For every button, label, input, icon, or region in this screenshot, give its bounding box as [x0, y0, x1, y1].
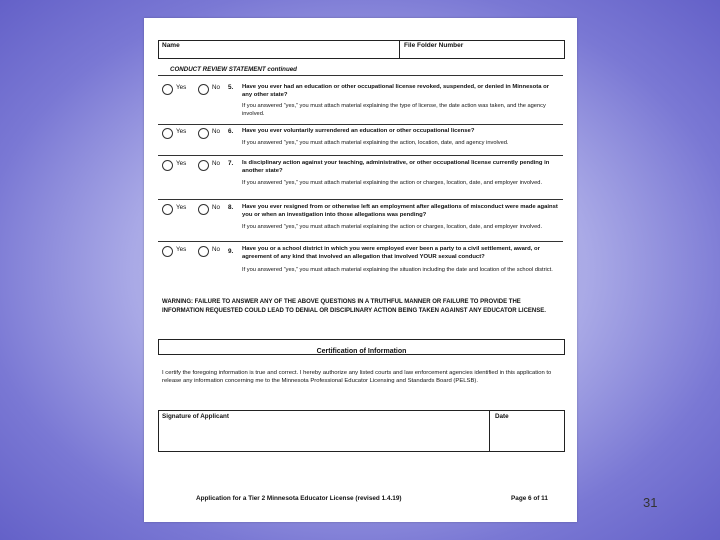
- warning-text: WARNING: FAILURE TO ANSWER ANY OF THE ABOVE QUESTIONS IN A TRUTHFUL MANNER OR FAILURE TO PROVIDE THE INFORMATION REQUESTED COULD LEAD TO DENIAL OR DISCIPLINARY ACTION BEING TAKEN AGAINST ANY EDUCATOR LICENSE.: [162, 299, 546, 314]
- yes-radio[interactable]: [162, 204, 173, 215]
- question-note: If you answered “yes,” you must attach material explaining the action or charges, location, date, and employer involved.: [242, 224, 543, 230]
- question-note: If you answered “yes,” you must attach material explaining the situation including the date and location of the school district.: [242, 267, 553, 273]
- question-divider: [158, 199, 563, 200]
- yes-radio[interactable]: [162, 84, 173, 95]
- header-divider: [399, 41, 400, 58]
- yes-radio[interactable]: [162, 246, 173, 257]
- question-9: [158, 243, 563, 289]
- signature-divider: [489, 411, 490, 451]
- section-title: CONDUCT REVIEW STATEMENT continued: [170, 66, 297, 73]
- no-radio[interactable]: [198, 246, 209, 257]
- no-label: No: [212, 160, 221, 167]
- question-note: If you answered “yes,” you must attach material explaining the action, location, date, and agency involved.: [242, 140, 509, 146]
- question-text: Is disciplinary action against your teaching, administrative, or other occupational license currently pending in another state?: [242, 160, 550, 175]
- signature-box[interactable]: [158, 410, 565, 452]
- question-number: 6.: [228, 128, 234, 135]
- no-radio[interactable]: [198, 160, 209, 171]
- question-divider: [158, 241, 563, 242]
- question-text: Have you ever resigned from or otherwise left an employment after allegations of misconduct were made against you or when an investigation into those allegations was pending?: [242, 204, 558, 219]
- question-number: 7.: [228, 160, 234, 167]
- date-label: Date: [495, 413, 509, 420]
- question-number: 8.: [228, 204, 234, 211]
- question-divider: [158, 155, 563, 156]
- question-8: [158, 201, 563, 241]
- yes-label: Yes: [176, 246, 187, 253]
- footer-page-number: Page 6 of 11: [511, 495, 548, 502]
- file-folder-number-label: File Folder Number: [404, 42, 464, 49]
- question-6: [158, 125, 563, 155]
- no-radio[interactable]: [198, 204, 209, 215]
- no-label: No: [212, 204, 221, 211]
- certification-header: [158, 339, 565, 355]
- question-number: 9.: [228, 248, 234, 255]
- no-radio[interactable]: [198, 84, 209, 95]
- question-note: If you answered “yes,” you must attach material explaining the action or charges, location, date, and employer involved.: [242, 180, 543, 186]
- slide-number: 31: [643, 495, 658, 510]
- no-label: No: [212, 246, 221, 253]
- footer-form-title: Application for a Tier 2 Minnesota Educator License (revised 1.4.19): [196, 495, 402, 502]
- no-radio[interactable]: [198, 128, 209, 139]
- question-number: 5.: [228, 84, 234, 91]
- no-label: No: [212, 84, 221, 91]
- yes-label: Yes: [176, 84, 187, 91]
- yes-label: Yes: [176, 204, 187, 211]
- name-field-label: Name: [162, 42, 180, 49]
- question-text: Have you ever voluntarily surrendered an education or other occupational license?: [242, 128, 475, 134]
- header-box: [158, 40, 565, 59]
- question-text: Have you or a school district in which you were employed ever been a party to a civil settlement, award, or agreement of any kind that involved an allegation that involved YOUR sexual conduct?: [242, 246, 540, 261]
- yes-radio[interactable]: [162, 160, 173, 171]
- yes-label: Yes: [176, 128, 187, 135]
- certification-text: I certify the foregoing information is true and correct. I hereby authorize any listed courts and law enforcement agencies identified in this application to release any information concerning me to the Minnesota Professional Educator Licensing and Standards Board (PELSB).: [162, 370, 552, 385]
- yes-label: Yes: [176, 160, 187, 167]
- signature-label: Signature of Applicant: [162, 413, 229, 420]
- question-text: Have you ever had an education or other occupational license revoked, suspended, or denied in Minnesota or any other state?: [242, 84, 550, 99]
- document-page: [144, 18, 577, 522]
- question-5: [158, 80, 563, 126]
- certification-title: Certification of Information: [316, 348, 407, 355]
- no-label: No: [212, 128, 221, 135]
- section-divider: [158, 75, 563, 76]
- question-note: If you answered “yes,” you must attach material explaining the type of license, the date action was taken, and the agency involved.: [242, 103, 546, 118]
- question-7: [158, 157, 563, 197]
- yes-radio[interactable]: [162, 128, 173, 139]
